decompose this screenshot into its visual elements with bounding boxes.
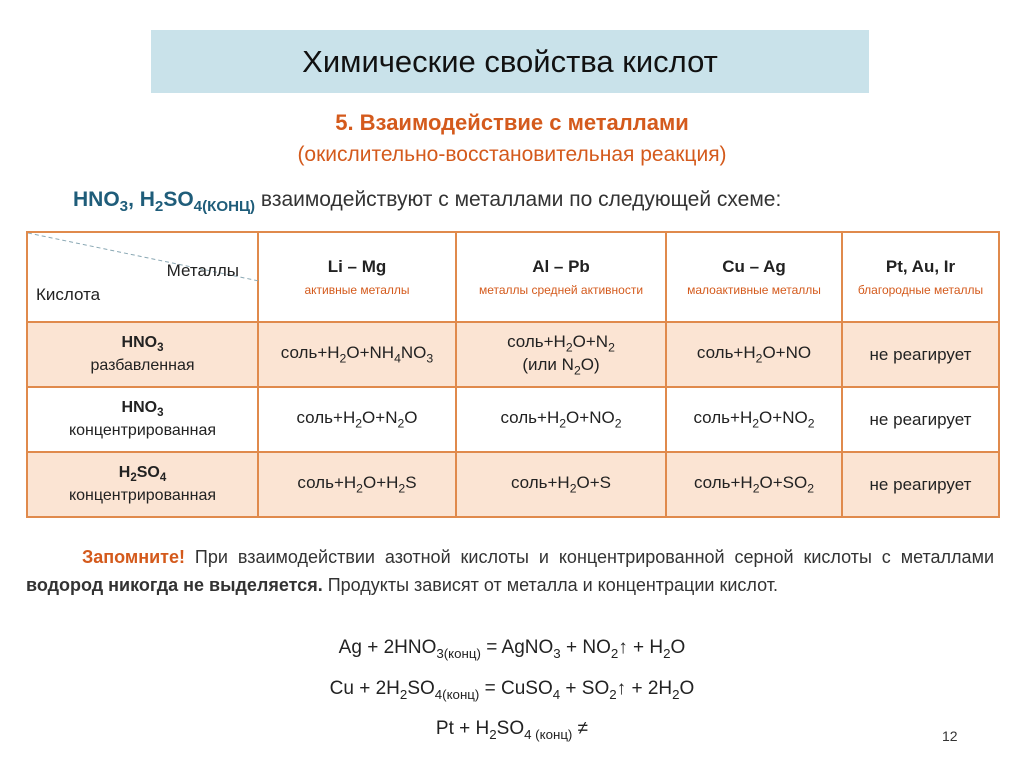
table-corner-cell bbox=[27, 232, 258, 322]
equation-cu: $Cu + 2H_2SO_{4(конц)}$ = CuSO$_4$ + $SO_2↑ + 2H_2O$ bbox=[329, 678, 695, 702]
product-cell: $соль+H_2O+NO$ bbox=[666, 322, 842, 387]
group-header: Pt, Au, Ir благородные металлы bbox=[842, 232, 999, 322]
corner-acid-label: Кислота bbox=[36, 285, 101, 304]
corner-metals-label: Металлы bbox=[166, 261, 239, 280]
product-cell: $соль+H_2O+SO_2$ bbox=[666, 452, 842, 517]
table-header-row bbox=[27, 232, 999, 322]
scheme-sentence bbox=[73, 188, 973, 215]
product-cell: $соль+H_2O+H_2S$ bbox=[258, 452, 456, 517]
group-header: Al – Pb металлы средней активности bbox=[456, 232, 666, 322]
slide-title-banner bbox=[151, 30, 869, 93]
table-row bbox=[27, 387, 999, 452]
slide-title: Химические свойства кислот bbox=[302, 43, 718, 79]
acid-cell: $HNO_3$ разбавленная bbox=[27, 322, 258, 387]
product-cell: не реагирует bbox=[842, 387, 999, 452]
equation-ag: $Ag + 2HNO_{3(конц)}$ = AgNO$_3$ + $NO_2↑ + H_2O$ bbox=[338, 637, 686, 661]
product-cell: $соль+H_2O+N_2O$ bbox=[258, 387, 456, 452]
product-cell: не реагирует bbox=[842, 322, 999, 387]
reactions-table bbox=[26, 231, 1000, 518]
product-cell: $соль+H_2O+S$ bbox=[456, 452, 666, 517]
product-cell: $соль+H_2O+NO_2$ bbox=[666, 387, 842, 452]
product-cell: $соль+H_2O+NO_2$ bbox=[456, 387, 666, 452]
page-number: 12 bbox=[942, 728, 958, 744]
group-header: Li – Mg активные металлы bbox=[258, 232, 456, 322]
remember-note: Запомните! При взаимодействии азотной кислоты и концентрированной серной кислоты с металлами водород никогда не выделяется. Продукты зависят от металла и концентрации кислот. bbox=[26, 547, 994, 595]
product-cell: не реагирует bbox=[842, 452, 999, 517]
scheme-acids: $HNO_3$, $H_2SO_{4(КОНЦ)}$ bbox=[73, 188, 256, 216]
product-cell: $соль+H_2O+N_2$ (или $N_2O$) bbox=[456, 322, 666, 387]
table-row bbox=[27, 452, 999, 517]
section-heading: 5. Взаимодействие с металлами bbox=[335, 110, 689, 135]
group-header: Cu – Ag малоактивные металлы bbox=[666, 232, 842, 322]
acid-cell: $H_2SO_4$ концентрированная bbox=[27, 452, 258, 517]
table-row bbox=[27, 322, 999, 387]
equation-pt: $Pt + H_2SO_{4 (конц)}$ ≠ bbox=[435, 718, 589, 742]
scheme-text: взаимодействуют с металлами по следующей схеме: bbox=[255, 188, 782, 211]
remember-label: Запомните! bbox=[82, 547, 185, 567]
section-subheading: (окислительно-восстановительная реакция) bbox=[297, 143, 727, 166]
product-cell: $соль+H_2O+NH_4NO_3$ bbox=[258, 322, 456, 387]
remember-bold: водород никогда не выделяется. bbox=[26, 575, 323, 595]
acid-cell: $HNO_3$ концентрированная bbox=[27, 387, 258, 452]
